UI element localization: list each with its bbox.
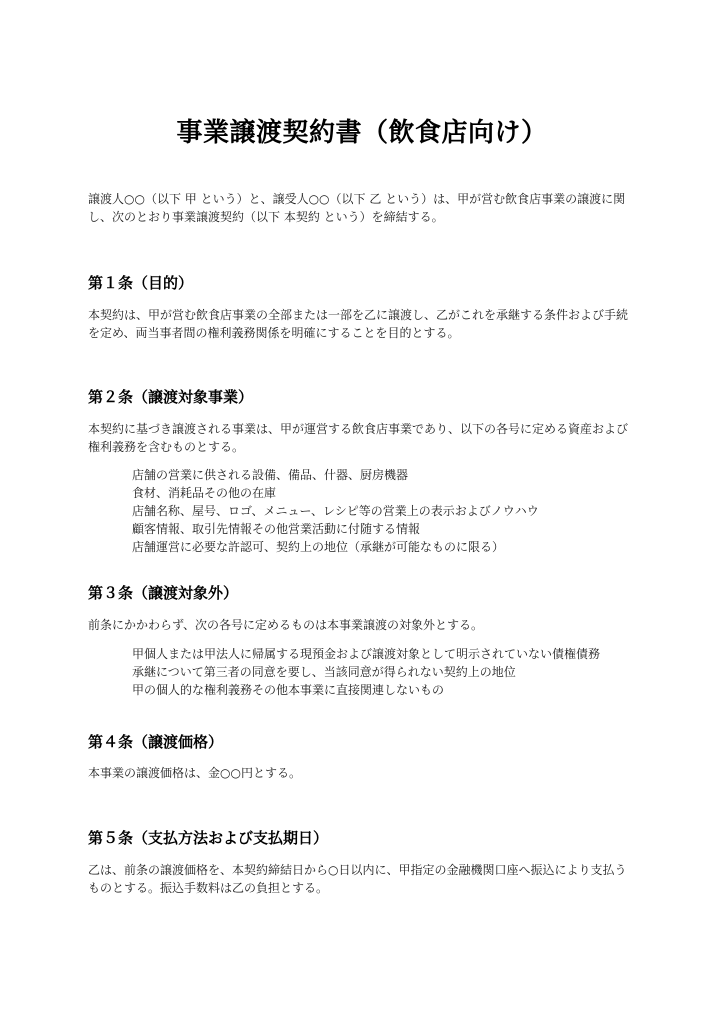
list-item: 承継について第三者の同意を要し、当該同意が得られない契約上の地位: [132, 665, 516, 679]
article-5-body: 乙は、前条の譲渡価格を、本契約締結日から○日以内に、甲指定の金融機関口座へ振込により支払うものとする。振込手数料は乙の負担とする。: [88, 863, 627, 895]
list-item: 食材、消耗品その他の在庫: [132, 486, 277, 500]
article-5-heading: 第５条（支払方法および支払期日）: [88, 829, 329, 847]
article-4-body: 本事業の譲渡価格は、金○○円とする。: [88, 766, 301, 780]
list-item: 店舗名称、屋号、ロゴ、メニュー、レシピ等の営業上の表示およびノウハウ: [132, 504, 539, 518]
article-2-body: 本契約に基づき譲渡される事業は、甲が運営する飲食店事業であり、以下の各号に定める資産および権利義務を含むものとする。: [88, 422, 629, 454]
article-2-heading: 第２条（譲渡対象事業）: [88, 388, 254, 406]
list-item: 顧客情報、取引先情報その他営業活動に付随する情報: [132, 522, 421, 536]
article-4-heading: 第４条（譲渡価格）: [88, 733, 224, 751]
article-1-heading: 第１条（目的）: [88, 274, 194, 292]
list-item: 甲個人または甲法人に帰属する現預金および譲渡対象として明示されていない債権債務: [132, 647, 601, 661]
preamble: 譲渡人○○（以下 甲 という）と、譲受人○○（以下 乙 という）は、甲が営む飲食店事業の譲渡に関し、次のとおり事業譲渡契約（以下 本契約 という）を締結する。: [88, 192, 626, 224]
article-3-heading: 第３条（譲渡対象外）: [88, 584, 239, 602]
article-3-body: 前条にかかわらず、次の各号に定めるものは本事業譲渡の対象外とする。: [88, 618, 484, 632]
article-1-body: 本契約は、甲が営む飲食店事業の全部または一部を乙に譲渡し、乙がこれを承継する条件および手続を定め、両当事者間の権利義務関係を明確にすることを目的とする。: [88, 308, 629, 340]
document-title: 事業譲渡契約書（飲食店向け）: [176, 118, 548, 148]
list-item: 店舗運営に必要な許認可、契約上の地位（承継が可能なものに限る）: [132, 540, 505, 554]
list-item: 店舗の営業に供される設備、備品、什器、厨房機器: [132, 468, 409, 482]
article-2-item-list: [132, 466, 632, 556]
article-3-item-list: [132, 645, 632, 699]
list-item: 甲の個人的な権利義務その他本事業に直接関連しないもの: [132, 683, 445, 697]
